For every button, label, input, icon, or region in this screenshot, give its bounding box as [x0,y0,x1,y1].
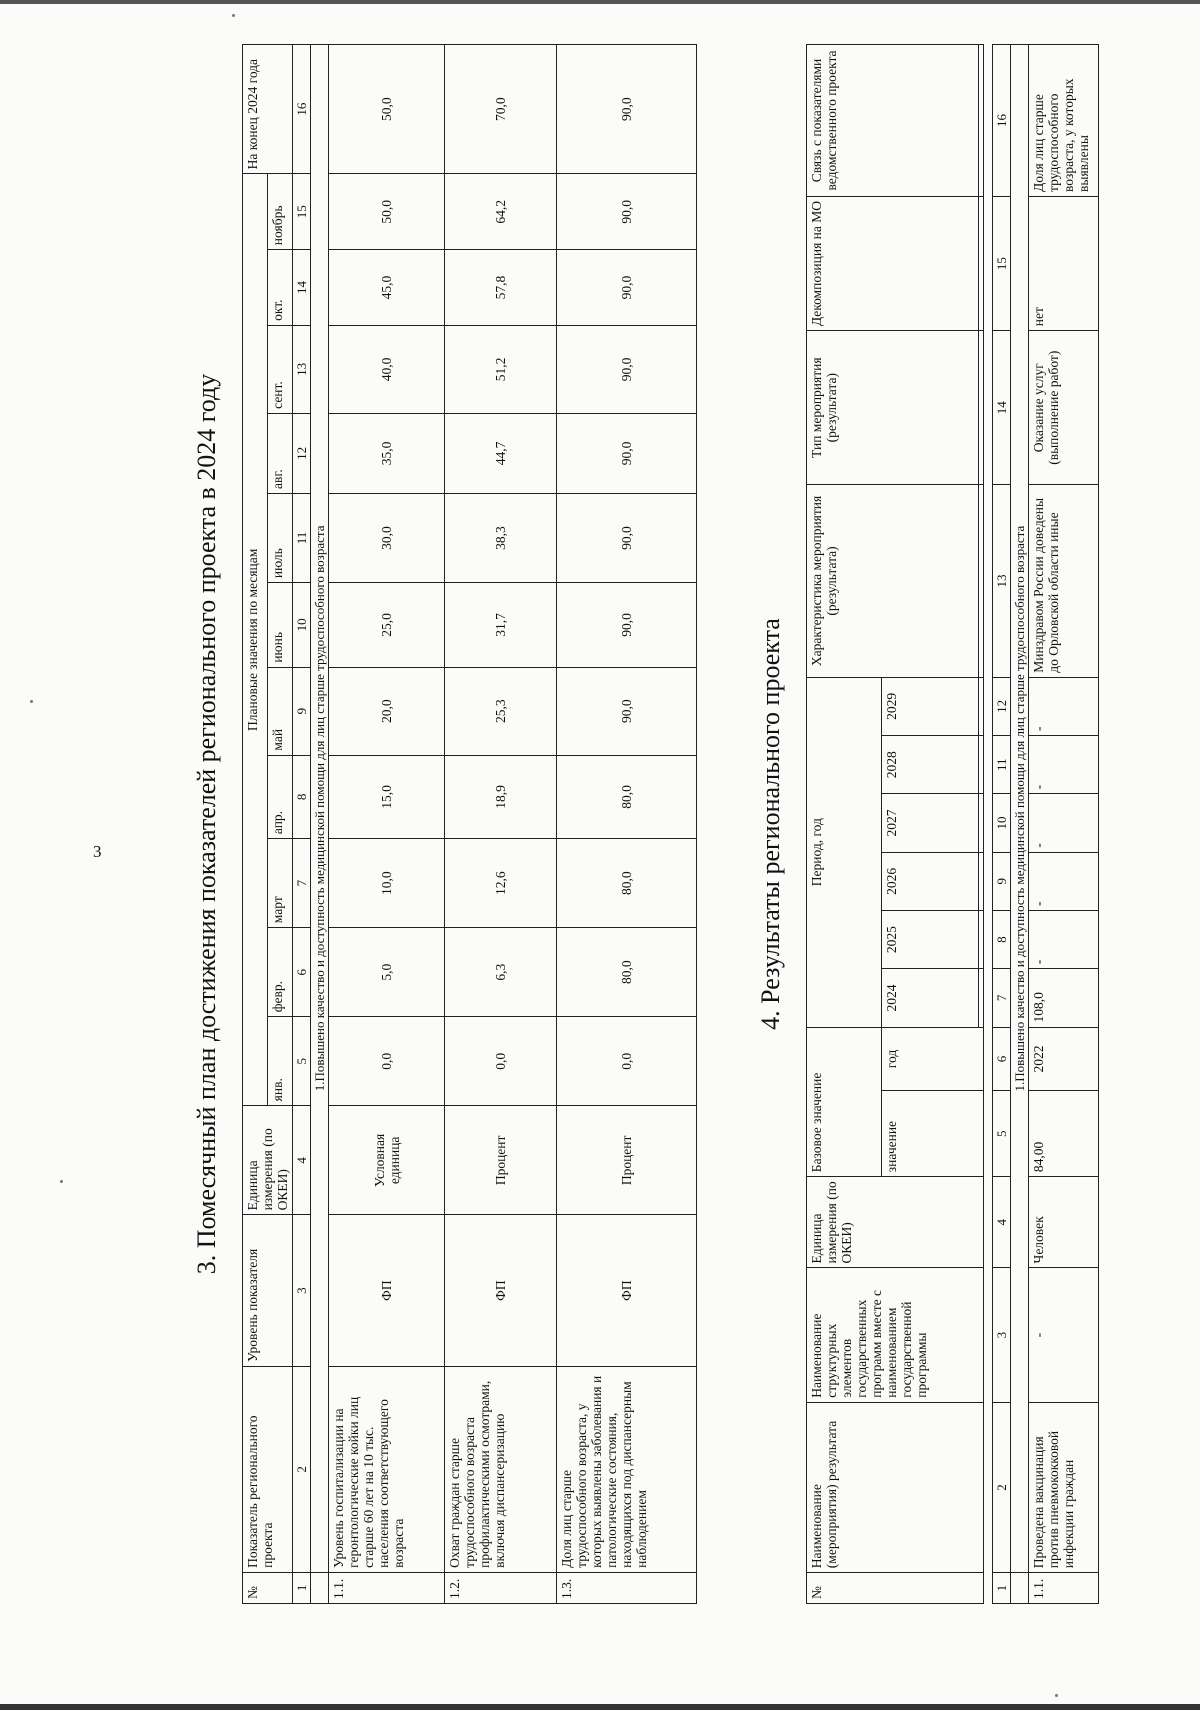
year-value: 108,0 [1029,969,1099,1027]
year-header: 2026 [882,852,979,910]
section-monthly-plan [190,44,710,1604]
month-value: 90,0 [557,583,697,668]
monthly-plan-table [242,44,697,1604]
indicator-row [329,45,445,1604]
col-number: 3 [293,1215,311,1366]
col-number: 7 [293,839,311,928]
month-value: 18,9 [445,755,557,839]
month-header: янв. [268,1017,293,1106]
row-no: 1.1. [1029,1573,1099,1604]
header-indicator: Показатель регионального проекта [243,1366,293,1572]
month-value: 90,0 [557,325,697,413]
month-header: май [268,667,293,755]
month-value: 90,0 [557,174,697,250]
month-header: сент. [268,325,293,413]
scan-speck [60,1180,63,1183]
indicator-level: ФП [557,1215,697,1366]
col-number: 11 [293,494,311,583]
month-value: 31,7 [445,583,557,668]
empty-cell [979,196,984,330]
month-header: авг. [268,413,293,493]
indicator-name: Уровень госпитализации на геронтологические койки лиц старше 60 лет на 10 тыс. населения соответствующего возраста [329,1366,445,1572]
month-value: 80,0 [557,755,697,839]
year-value: - [1029,794,1099,852]
row-no: 1.1. [329,1572,445,1603]
section-4-title: 4. Результаты регионального проекта [756,618,785,1030]
header-level: Уровень показателя [243,1215,293,1366]
header-decomp: Декомпозиция на МО [807,196,979,330]
results-header-row [807,45,882,1604]
month-header: июль [268,494,293,583]
result-row [1029,45,1099,1604]
empty-cell [979,45,984,197]
header-base: Базовое значение [807,1027,882,1177]
scan-speck [1055,1694,1058,1697]
year-value: - [1029,852,1099,910]
result-name: Проведена вакцинация против пневмококковой инфекции граждан [1029,1402,1099,1573]
month-value: 10,0 [329,839,445,928]
empty-cell [979,331,984,485]
result-base-year: 2022 [1029,1027,1099,1091]
scan-speck [30,700,33,703]
header-name: Наименование (мероприятия) результата [807,1402,984,1573]
month-header: окт. [268,250,293,326]
month-value: 38,3 [445,494,557,583]
scan-edge-bottom [0,1704,1200,1710]
year-value: - [1029,677,1099,735]
month-value: 25,3 [445,667,557,755]
result-type: Оказание услуг (выполнение работ) [1029,331,1099,485]
indicator-row [557,45,697,1604]
col-number: 15 [293,174,311,250]
section-3-title: 3. Помесячный план достижения показателей регионального проекта в 2024 году [192,373,221,1275]
col-number: 7 [993,969,1011,1027]
column-number-row [993,45,1011,1604]
empty-cell [979,677,984,735]
col-number: 10 [993,794,1011,852]
empty-cell [979,969,984,1027]
indicator-unit: Процент [445,1106,557,1215]
col-number: 2 [993,1402,1011,1573]
row-no: 1.3. [557,1572,697,1603]
column-number-row [293,45,311,1604]
month-value: 0,0 [557,1017,697,1106]
empty-cell [979,852,984,910]
month-value: 90,0 [557,413,697,493]
year-header: 2027 [882,794,979,852]
col-number: 8 [293,755,311,839]
col-number: 12 [993,677,1011,735]
month-value: 12,6 [445,839,557,928]
month-value: 5,0 [329,928,445,1017]
band-spacer [311,1572,329,1603]
col-number: 4 [293,1106,311,1215]
goal-band: 1.Повышено качество и доступность медицинской помощи для лиц старше трудоспособного возраста [311,45,329,1573]
header-struct: Наименование структурных элементов государственных программ вместе с наименованием государственной программы [807,1268,984,1402]
year-header: 2024 [882,969,979,1027]
section-results [754,44,1114,1604]
header-end-year: На конец 2024 года [243,45,293,174]
month-value: 30,0 [329,494,445,583]
col-number: 12 [293,413,311,493]
result-character: Минздравом России доведены до Орловской области иные [1029,485,1099,678]
col-number: 1 [293,1572,311,1603]
month-value: 90,0 [557,250,697,326]
col-number: 3 [993,1268,1011,1402]
col-number: 14 [993,331,1011,485]
month-value: 90,0 [557,667,697,755]
month-value: 64,2 [445,174,557,250]
header-row [243,45,268,1604]
month-value: 15,0 [329,755,445,839]
year-header: 2025 [882,910,979,968]
col-number: 4 [993,1177,1011,1268]
month-value: 40,0 [329,325,445,413]
header-base-year: год [882,1027,984,1091]
indicator-row [445,45,557,1604]
indicator-unit: Условная единица [329,1106,445,1215]
year-value: - [1029,736,1099,794]
col-number: 13 [293,325,311,413]
month-value: 6,3 [445,928,557,1017]
month-value: 80,0 [557,839,697,928]
col-number: 5 [993,1091,1011,1177]
empty-cell [979,485,984,678]
scan-speck [232,14,235,17]
result-struct: - [1029,1268,1099,1402]
goal-band-row [311,45,329,1604]
results-header-table [806,44,984,1604]
month-value: 0,0 [445,1017,557,1106]
col-number: 10 [293,583,311,668]
year-value: - [1029,910,1099,968]
col-number: 11 [993,736,1011,794]
header-character: Характеристика мероприятия (результата) [807,485,979,678]
result-decomp: нет [1029,196,1099,330]
indicator-level: ФП [445,1215,557,1366]
result-base-value: 84,00 [1029,1091,1099,1177]
header-planned: Плановые значения по месяцам [243,174,268,1106]
indicator-name: Доля лиц старше трудоспособного возраста, у которых выявлены заболевания и патологические состояния, находящихся под диспансерным наблюдением [557,1366,697,1572]
month-value: 90,0 [557,494,697,583]
header-unit: Единица измерения (по ОКЕИ) [243,1106,293,1215]
month-value: 0,0 [329,1017,445,1106]
empty-cell [979,736,984,794]
end-year-value: 90,0 [557,45,697,174]
indicator-unit: Процент [557,1106,697,1215]
col-number: 8 [993,910,1011,968]
end-year-value: 50,0 [329,45,445,174]
month-value: 25,0 [329,583,445,668]
col-number: 15 [993,196,1011,330]
col-number: 1 [993,1573,1011,1604]
col-number: 2 [293,1366,311,1572]
month-value: 50,0 [329,174,445,250]
page-number: 3 [93,842,102,861]
col-number: 6 [293,928,311,1017]
month-header: апр. [268,755,293,839]
month-header: июнь [268,583,293,668]
empty-cell [979,910,984,968]
month-value: 44,7 [445,413,557,493]
header-no: № [807,1573,984,1604]
month-header: февр. [268,928,293,1017]
year-header: 2028 [882,736,979,794]
result-unit: Человек [1029,1177,1099,1268]
month-header: ноябрь [268,174,293,250]
header-base-value: значение [882,1091,984,1177]
col-number: 6 [993,1027,1011,1091]
goal-band-row [1011,45,1029,1604]
col-number: 16 [993,45,1011,197]
band-spacer [1011,1573,1029,1604]
indicator-level: ФП [329,1215,445,1366]
result-link: Доля лиц старше трудоспособного возраста, у которых выявлены [1029,45,1099,197]
header-link: Связь с показателями ведомственного проекта [807,45,979,197]
col-number: 9 [293,667,311,755]
header-unit: Единица измерения (по ОКЕИ) [807,1177,984,1268]
indicator-name: Охват граждан старше трудоспособного возраста профилактическими осмотрами, включая диспансеризацию [445,1366,557,1572]
col-number: 9 [993,852,1011,910]
year-header: 2029 [882,677,979,735]
header-type: Тип мероприятия (результата) [807,331,979,485]
month-value: 20,0 [329,667,445,755]
header-no: № [243,1572,293,1603]
empty-cell [979,794,984,852]
month-value: 45,0 [329,250,445,326]
end-year-value: 70,0 [445,45,557,174]
month-value: 80,0 [557,928,697,1017]
row-no: 1.2. [445,1572,557,1603]
month-value: 51,2 [445,325,557,413]
header-period: Период, год [807,677,882,1027]
results-body-table [992,44,1099,1604]
scan-edge-top [0,0,1200,4]
col-number: 5 [293,1017,311,1106]
col-number: 13 [993,485,1011,678]
col-number: 16 [293,45,311,174]
month-header: март [268,839,293,928]
month-value: 35,0 [329,413,445,493]
month-value: 57,8 [445,250,557,326]
goal-band: 1.Повышено качество и доступность медицинской помощи для лиц старше трудоспособного возраста [1011,45,1029,1573]
col-number: 14 [293,250,311,326]
